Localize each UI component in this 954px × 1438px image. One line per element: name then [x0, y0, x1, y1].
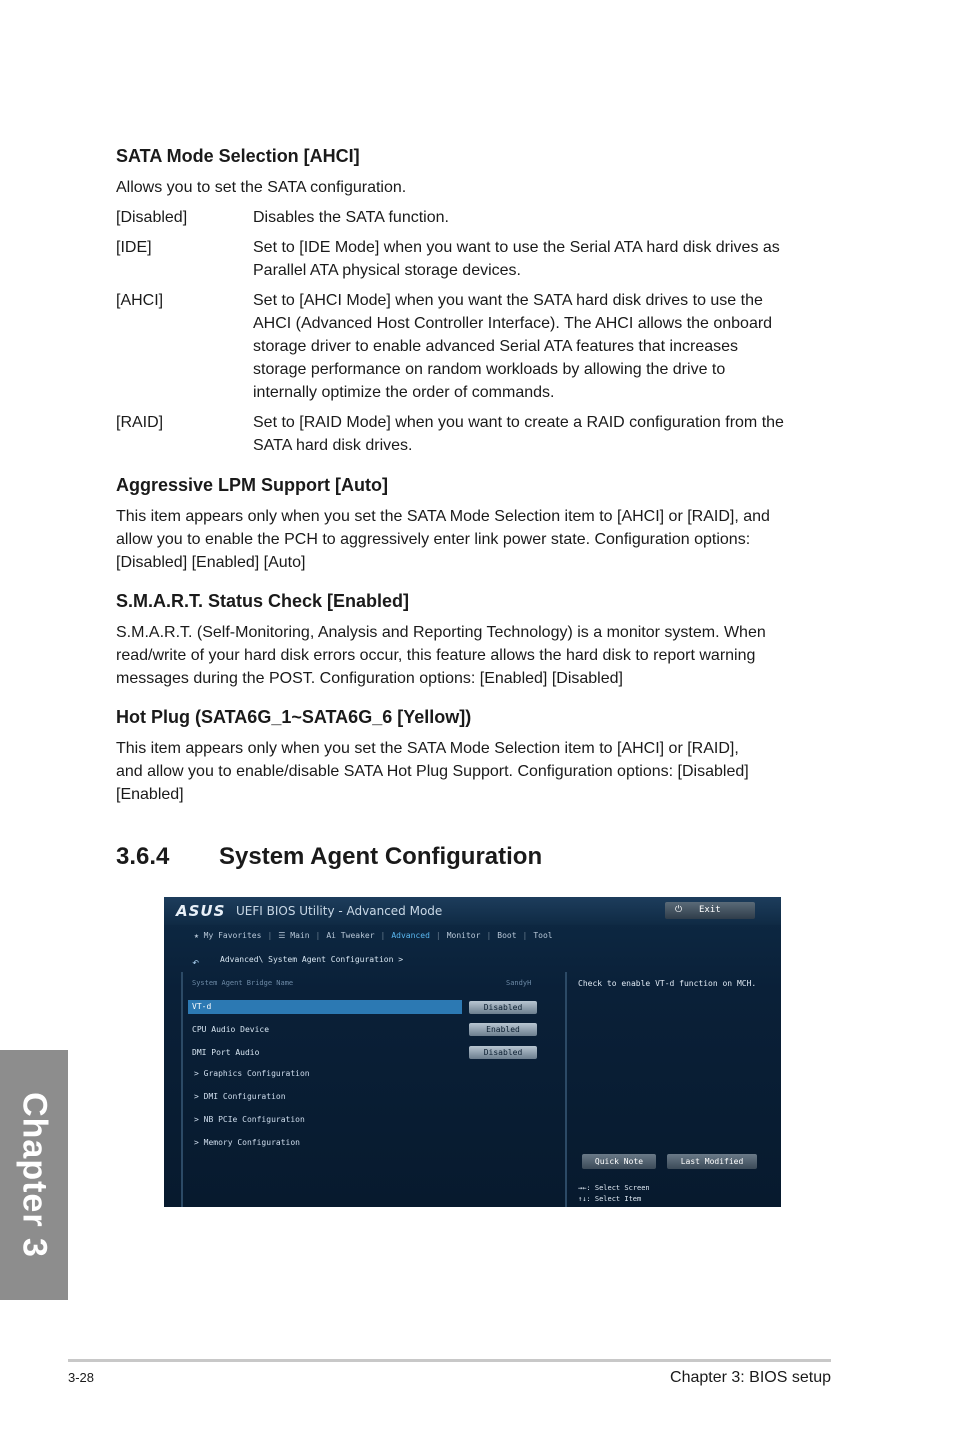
- bios-breadcrumb: Advanced\ System Agent Configuration >: [220, 955, 404, 964]
- sata-mode-heading: SATA Mode Selection [AHCI]: [116, 146, 360, 166]
- exit-button[interactable]: [665, 902, 755, 919]
- bios-section-label: System Agent Bridge Name: [192, 979, 294, 987]
- dmi-audio-value-button[interactable]: Disabled: [469, 1046, 537, 1059]
- hint-select-item: ↑↓: Select Item: [578, 1195, 642, 1203]
- subsection-number: 3.6.4: [116, 843, 170, 870]
- bios-row-vtd[interactable]: VT-d: [188, 1000, 462, 1014]
- vtd-value-button[interactable]: Disabled: [469, 1001, 537, 1014]
- sata-mode-intro: Allows you to set the SATA configuration.: [116, 179, 407, 196]
- tab-tool[interactable]: Tool: [533, 931, 553, 940]
- panel-border: [181, 972, 183, 1207]
- bios-screenshot: [164, 897, 781, 1207]
- option-desc-line: Disables the SATA function.: [253, 209, 449, 226]
- tab-boot[interactable]: Boot: [497, 931, 517, 940]
- smart-status-heading: S.M.A.R.T. Status Check [Enabled]: [116, 591, 410, 611]
- submenu-memory[interactable]: > Memory Configuration: [194, 1138, 300, 1147]
- submenu-dmi[interactable]: > DMI Configuration: [194, 1092, 286, 1101]
- option-key-ide: [IDE]: [116, 239, 152, 256]
- body-line: This item appears only when you set the SATA Mode Selection item to [AHCI] or [RAID],: [116, 740, 739, 757]
- hot-plug-body: [116, 737, 830, 806]
- bios-title: UEFI BIOS Utility - Advanced Mode: [236, 904, 443, 918]
- footer-rule: [68, 1359, 831, 1362]
- option-desc-line: Parallel ATA physical storage devices.: [253, 262, 521, 279]
- asus-logo: ASUS: [176, 902, 226, 920]
- quick-note-button[interactable]: Quick Note: [582, 1154, 656, 1169]
- smart-status-body: [116, 621, 830, 690]
- exit-label: Exit: [699, 905, 721, 915]
- bios-row-cpu-audio[interactable]: CPU Audio Device: [192, 1025, 270, 1034]
- hot-plug-heading: Hot Plug (SATA6G_1~SATA6G_6 [Yellow]): [116, 707, 472, 727]
- option-desc-line: Set to [IDE Mode] when you want to use the Serial ATA hard disk drives as: [253, 239, 780, 256]
- tab-separator: |: [486, 931, 492, 940]
- subsection-heading: [116, 843, 542, 871]
- option-key-ahci: [AHCI]: [116, 292, 164, 309]
- bios-help-text: Check to enable VT-d function on MCH.: [578, 979, 757, 988]
- option-key-raid: [RAID]: [116, 414, 164, 431]
- body-line: read/write of your hard disk errors occur, this feature allows the hard disk to report warning: [116, 647, 756, 664]
- power-icon: ⏻: [675, 905, 683, 915]
- tab-separator: |: [435, 931, 441, 940]
- bios-topbar: [164, 897, 781, 925]
- body-line: and allow you to enable/disable SATA Hot Plug Support. Configuration options: [Disabled]: [116, 763, 749, 780]
- tab-monitor[interactable]: Monitor: [446, 931, 481, 940]
- option-desc-line: storage driver to enable advanced Serial ATA features that increases: [253, 338, 739, 355]
- subsection-title: System Agent Configuration: [219, 843, 543, 870]
- aggressive-lpm-heading: Aggressive LPM Support [Auto]: [116, 475, 389, 495]
- help-divider: [565, 972, 567, 1207]
- hint-select-screen: →←: Select Screen: [578, 1184, 650, 1192]
- submenu-nb-pcie[interactable]: > NB PCIe Configuration: [194, 1115, 305, 1124]
- option-desc-line: AHCI (Advanced Host Controller Interface). The AHCI allows the onboard: [253, 315, 773, 332]
- back-arrow-icon[interactable]: ↶: [192, 955, 200, 969]
- option-desc-raid: [253, 411, 833, 457]
- chapter-tab-label: Chapter 3: [15, 1092, 54, 1258]
- body-line: [Disabled] [Enabled] [Auto]: [116, 554, 306, 571]
- body-line: [Enabled]: [116, 786, 184, 803]
- submenu-graphics[interactable]: > Graphics Configuration: [194, 1069, 310, 1078]
- option-desc-line: SATA hard disk drives.: [253, 437, 413, 454]
- body-line: allow you to enable the PCH to aggressively enter link power state. Configuration options:: [116, 531, 751, 548]
- option-desc-line: Set to [AHCI Mode] when you want the SATA hard disk drives to use the: [253, 292, 763, 309]
- option-desc-ide: [253, 236, 833, 282]
- option-desc-line: storage performance on random workloads by allowing the drive to: [253, 361, 726, 378]
- aggressive-lpm-body: [116, 505, 830, 574]
- tab-ai-tweaker[interactable]: Ai Tweaker: [326, 931, 375, 940]
- tab-my-favorites[interactable]: ★ My Favorites: [194, 931, 262, 940]
- footer-chapter-title: Chapter 3: BIOS setup: [670, 1369, 831, 1386]
- bios-tabs: [194, 931, 559, 940]
- tab-advanced[interactable]: Advanced: [391, 931, 430, 940]
- option-desc-line: Set to [RAID Mode] when you want to create a RAID configuration from the: [253, 414, 784, 431]
- chapter-side-tab: [0, 1050, 68, 1300]
- tab-separator: |: [380, 931, 386, 940]
- cpu-audio-value-button[interactable]: Enabled: [469, 1023, 537, 1036]
- bios-row-dmi-audio[interactable]: DMI Port Audio: [192, 1048, 260, 1057]
- tab-separator: |: [315, 931, 321, 940]
- option-key-disabled: [Disabled]: [116, 209, 188, 226]
- option-desc-line: internally optimize the order of commands.: [253, 384, 555, 401]
- body-line: This item appears only when you set the SATA Mode Selection item to [AHCI] or [RAID], and: [116, 508, 770, 525]
- tab-separator: |: [267, 931, 273, 940]
- tab-separator: |: [522, 931, 528, 940]
- tab-main[interactable]: ☰ Main: [278, 931, 310, 940]
- page-number: 3-28: [68, 1370, 95, 1385]
- body-line: S.M.A.R.T. (Self-Monitoring, Analysis and Reporting Technology) is a monitor system. When: [116, 624, 766, 641]
- body-line: messages during the POST. Configuration options: [Enabled] [Disabled]: [116, 670, 623, 687]
- last-modified-button[interactable]: Last Modified: [667, 1154, 757, 1169]
- option-desc-ahci: [253, 289, 833, 404]
- bios-section-value: SandyH: [506, 979, 532, 987]
- option-desc-disabled: [253, 206, 833, 229]
